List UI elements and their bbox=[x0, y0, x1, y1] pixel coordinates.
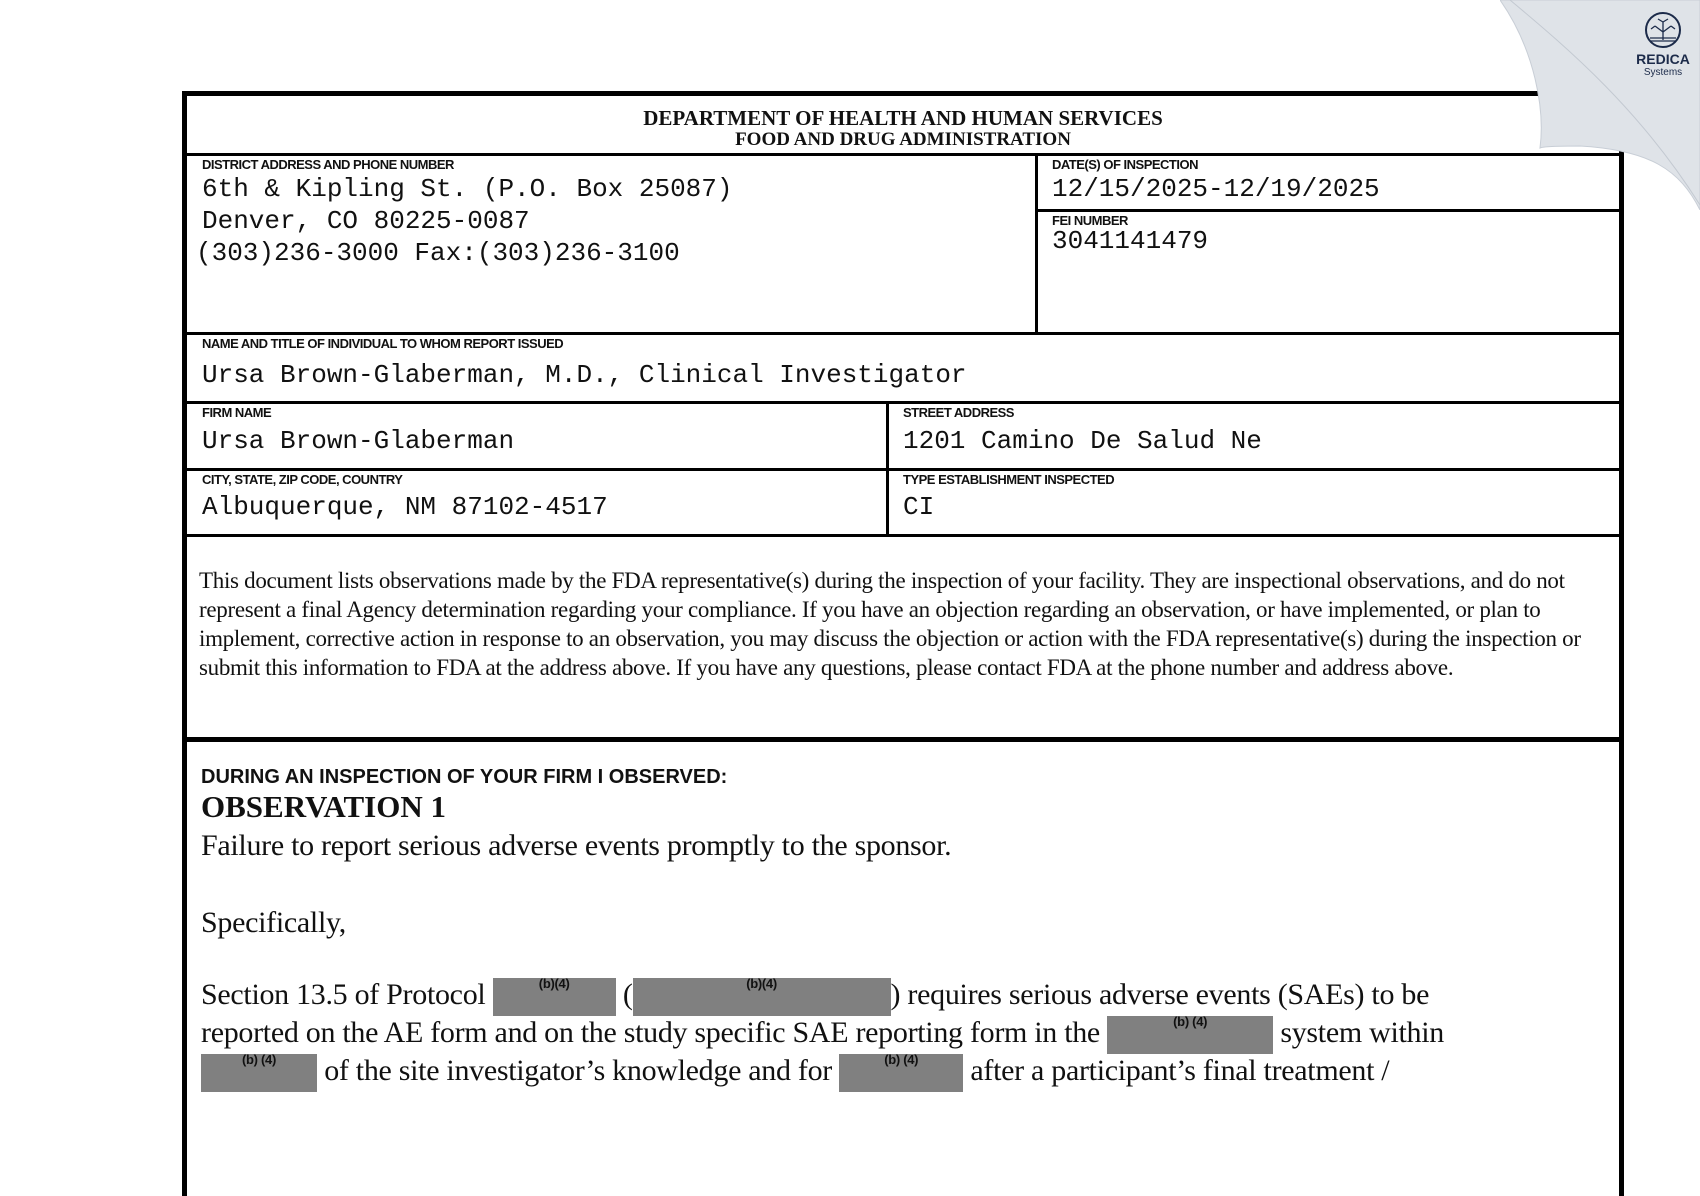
district-label: DISTRICT ADDRESS AND PHONE NUMBER bbox=[202, 157, 454, 172]
redica-brand: REDICA bbox=[1636, 51, 1690, 67]
text: after a participant’s final treatment / bbox=[970, 1054, 1390, 1087]
observation-title: OBSERVATION 1 bbox=[201, 789, 446, 824]
text: system within bbox=[1280, 1016, 1444, 1049]
district-line1: 6th & Kipling St. (P.O. Box 25087) bbox=[202, 174, 733, 204]
individual-label: NAME AND TITLE OF INDIVIDUAL TO WHOM REPORT ISSUED bbox=[202, 336, 564, 351]
divider bbox=[187, 153, 1619, 156]
divider bbox=[187, 468, 1619, 471]
type-value: CI bbox=[903, 492, 935, 522]
city-label: CITY, STATE, ZIP CODE, COUNTRY bbox=[202, 472, 403, 487]
header-title: DEPARTMENT OF HEALTH AND HUMAN SERVICES bbox=[643, 106, 1163, 130]
observations-heading: DURING AN INSPECTION OF YOUR FIRM I OBSERVED: bbox=[201, 766, 728, 788]
street-value: 1201 Camino De Salud Ne bbox=[903, 426, 1262, 456]
observation-line-3 bbox=[201, 1054, 1389, 1092]
divider bbox=[187, 401, 1619, 404]
text: ) requires serious adverse events (SAEs) to be bbox=[890, 978, 1430, 1011]
disclaimer-text: This document lists observations made by the FDA representative(s) during the inspection of your facility. They are inspectional observations, and do not represent a final Agency determination regarding your compliance. If you have an objection regarding an observation, or have implemented, or plan to implement, corrective action in response to an observation, you may discuss the objection or action with the FDA representative(s) during the inspection or submit this information to FDA at the address above. If you have any questions, please contact FDA at the phone number and address above. bbox=[199, 568, 1581, 680]
observation-line-2 bbox=[201, 1016, 1444, 1054]
redaction: (b)(4) bbox=[633, 978, 891, 1016]
city-value: Albuquerque, NM 87102-4517 bbox=[202, 492, 608, 522]
dates-value: 12/15/2025-12/19/2025 bbox=[1052, 174, 1380, 204]
divider bbox=[1035, 153, 1038, 333]
street-label: STREET ADDRESS bbox=[903, 405, 1014, 420]
specifically-text: Specifically, bbox=[201, 906, 346, 939]
district-line2: Denver, CO 80225-0087 bbox=[202, 206, 530, 236]
text: of the site investigator’s knowledge and for bbox=[324, 1054, 832, 1087]
text: ( bbox=[622, 978, 633, 1011]
firm-label: FIRM NAME bbox=[202, 405, 272, 420]
text: Section 13.5 of Protocol bbox=[201, 978, 486, 1011]
redaction: (b) (4) bbox=[1107, 1016, 1273, 1054]
redica-sub: Systems bbox=[1643, 67, 1683, 78]
fei-value: 3041141479 bbox=[1052, 226, 1209, 256]
fei-label: FEI NUMBER bbox=[1052, 213, 1128, 228]
header-subtitle: FOOD AND DRUG ADMINISTRATION bbox=[735, 129, 1071, 150]
fda-483-form bbox=[182, 91, 1624, 1196]
text: reported on the AE form and on the study specific SAE reporting form in the bbox=[201, 1016, 1100, 1049]
divider bbox=[187, 737, 1619, 742]
firm-value: Ursa Brown-Glaberman bbox=[202, 426, 515, 456]
redaction: (b) (4) bbox=[201, 1054, 317, 1092]
type-label: TYPE ESTABLISHMENT INSPECTED bbox=[903, 472, 1115, 487]
redaction: (b) (4) bbox=[839, 1054, 963, 1092]
observation-summary: Failure to report serious adverse events promptly to the sponsor. bbox=[201, 829, 952, 862]
divider bbox=[187, 332, 1619, 335]
district-phone: (303)236-3000 Fax:(303)236-3100 bbox=[196, 238, 680, 268]
redica-watermark-corner bbox=[1500, 0, 1700, 210]
individual-value: Ursa Brown-Glaberman, M.D., Clinical Investigator bbox=[202, 360, 967, 390]
redaction: (b)(4) bbox=[493, 978, 616, 1016]
observation-line-1 bbox=[201, 978, 1429, 1016]
dates-label: DATE(S) OF INSPECTION bbox=[1052, 157, 1198, 172]
